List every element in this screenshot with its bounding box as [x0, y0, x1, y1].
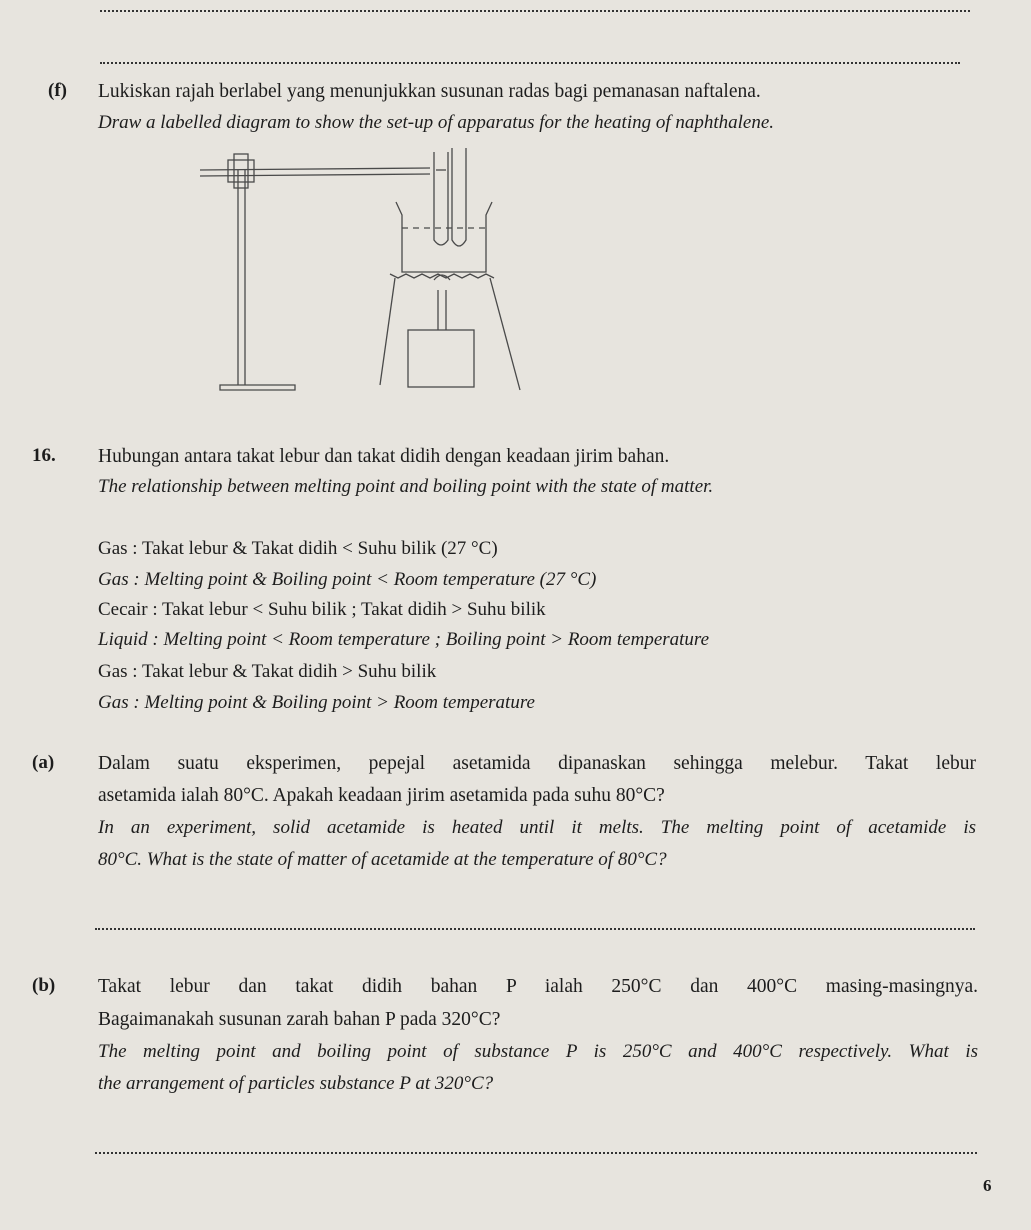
info-line: Gas : Melting point & Boiling point < Room temperature (27 °C) — [98, 569, 597, 590]
question-number-a: (a) — [32, 752, 55, 773]
info-line: Gas : Takat lebur & Takat didih < Suhu bilik (27 °C) — [98, 538, 498, 559]
question-number-16: 16. — [32, 445, 56, 466]
answer-line — [95, 1152, 977, 1154]
apparatus-diagram — [190, 140, 530, 395]
question-text-english: 80°C. What is the state of matter of acetamide at the temperature of 80°C? — [98, 849, 667, 870]
info-line: Liquid : Melting point < Room temperature ; Boiling point > Room temperature — [98, 629, 710, 650]
question-number-f: (f) — [48, 80, 67, 101]
question-text-malay: Hubungan antara takat lebur dan takat didih dengan keadaan jirim bahan. — [98, 446, 670, 467]
question-number-b: (b) — [32, 975, 56, 996]
answer-line — [100, 62, 960, 64]
answer-line — [100, 10, 970, 12]
question-text-english: The melting point and boiling point of substance P is 250°C and 400°C respectively. What is — [98, 1041, 978, 1062]
info-line: Gas : Melting point & Boiling point > Room temperature — [98, 692, 535, 713]
question-text-english: Draw a labelled diagram to show the set-up of apparatus for the heating of naphthalene. — [98, 112, 775, 133]
page-number: 6 — [983, 1176, 992, 1195]
answer-line — [95, 928, 975, 930]
question-text-malay: Dalam suatu eksperimen, pepejal asetamida dipanaskan sehingga melebur. Takat lebur — [98, 753, 976, 774]
question-text-english: In an experiment, solid acetamide is heated until it melts. The melting point of acetamide is — [98, 817, 976, 838]
apparatus-sketch — [190, 140, 530, 395]
info-line: Gas : Takat lebur & Takat didih > Suhu bilik — [98, 661, 437, 682]
question-text-malay: Lukiskan rajah berlabel yang menunjukkan susunan radas bagi pemanasan naftalena. — [98, 81, 761, 102]
question-text-malay: Bagaimanakah susunan zarah bahan P pada 320°C? — [98, 1009, 501, 1030]
question-text-english: The relationship between melting point and boiling point with the state of matter. — [98, 476, 714, 497]
question-text-malay: asetamida ialah 80°C. Apakah keadaan jirim asetamida pada suhu 80°C? — [98, 785, 665, 806]
question-text-english: the arrangement of particles substance P at 320°C? — [98, 1073, 494, 1094]
info-line: Cecair : Takat lebur < Suhu bilik ; Takat didih > Suhu bilik — [98, 599, 546, 620]
question-text-malay: Takat lebur dan takat didih bahan P ialah 250°C dan 400°C masing-masingnya. — [98, 976, 978, 997]
